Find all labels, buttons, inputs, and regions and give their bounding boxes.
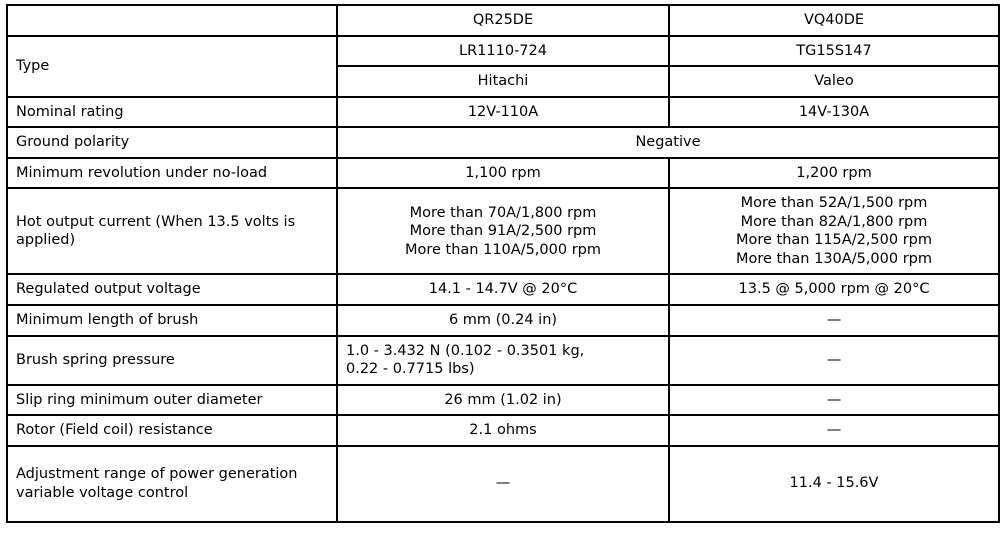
row-label-brush-spring-pressure: Brush spring pressure (7, 336, 337, 385)
table-row (7, 446, 999, 522)
row-label-minimum-revolution: Minimum revolution under no-load (7, 158, 337, 189)
table-header-row (7, 5, 999, 36)
cell-minimum-length-of-brush-qr25de: 6 mm (0.24 in) (337, 305, 669, 336)
row-label-slip-ring-diameter: Slip ring minimum outer diameter (7, 385, 337, 416)
row-label-minimum-length-of-brush: Minimum length of brush (7, 305, 337, 336)
row-label-type: Type (7, 36, 337, 97)
table-row (7, 158, 999, 189)
table-row (7, 305, 999, 336)
row-label-nominal-rating: Nominal rating (7, 97, 337, 128)
cell-brush-spring-pressure-vq40de: — (669, 336, 999, 385)
header-cell-label (7, 5, 337, 36)
cell-regulated-output-voltage-qr25de: 14.1 - 14.7V @ 20°C (337, 274, 669, 305)
row-label-hot-output-current: Hot output current (When 13.5 volts is applied) (7, 188, 337, 274)
cell-type-qr25de: LR1110-724 (337, 36, 669, 67)
cell-nominal-rating-vq40de: 14V-130A (669, 97, 999, 128)
cell-regulated-output-voltage-vq40de: 13.5 @ 5,000 rpm @ 20°C (669, 274, 999, 305)
table-row (7, 127, 999, 158)
cell-slip-ring-diameter-qr25de: 26 mm (1.02 in) (337, 385, 669, 416)
cell-adjustment-range-qr25de: — (337, 446, 669, 522)
table-row (7, 415, 999, 446)
cell-minimum-revolution-vq40de: 1,200 rpm (669, 158, 999, 189)
cell-slip-ring-diameter-vq40de: — (669, 385, 999, 416)
cell-nominal-rating-qr25de: 12V-110A (337, 97, 669, 128)
cell-minimum-length-of-brush-vq40de: — (669, 305, 999, 336)
cell-minimum-revolution-qr25de: 1,100 rpm (337, 158, 669, 189)
table-row (7, 188, 999, 274)
cell-ground-polarity-value: Negative (337, 127, 999, 158)
cell-brush-spring-pressure-qr25de: 1.0 - 3.432 N (0.102 - 0.3501 kg, 0.22 - 0.7715 lbs) (337, 336, 669, 385)
header-cell-qr25de: QR25DE (337, 5, 669, 36)
cell-hot-output-current-vq40de: More than 52A/1,500 rpm More than 82A/1,800 rpm More than 115A/2,500 rpm More than 130A/5,000 rpm (669, 188, 999, 274)
table-row (7, 385, 999, 416)
row-label-ground-polarity: Ground polarity (7, 127, 337, 158)
cell-adjustment-range-vq40de: 11.4 - 15.6V (669, 446, 999, 522)
row-label-rotor-resistance: Rotor (Field coil) resistance (7, 415, 337, 446)
table-row (7, 336, 999, 385)
alternator-specification-table (6, 4, 1000, 523)
table-row (7, 36, 999, 67)
cell-manufacturer-qr25de: Hitachi (337, 66, 669, 97)
cell-hot-output-current-qr25de: More than 70A/1,800 rpm More than 91A/2,500 rpm More than 110A/5,000 rpm (337, 188, 669, 274)
cell-type-vq40de: TG15S147 (669, 36, 999, 67)
table-row (7, 274, 999, 305)
cell-manufacturer-vq40de: Valeo (669, 66, 999, 97)
header-cell-vq40de: VQ40DE (669, 5, 999, 36)
cell-rotor-resistance-qr25de: 2.1 ohms (337, 415, 669, 446)
cell-rotor-resistance-vq40de: — (669, 415, 999, 446)
table-row (7, 97, 999, 128)
row-label-regulated-output-voltage: Regulated output voltage (7, 274, 337, 305)
row-label-adjustment-range: Adjustment range of power generation variable voltage control (7, 446, 337, 522)
